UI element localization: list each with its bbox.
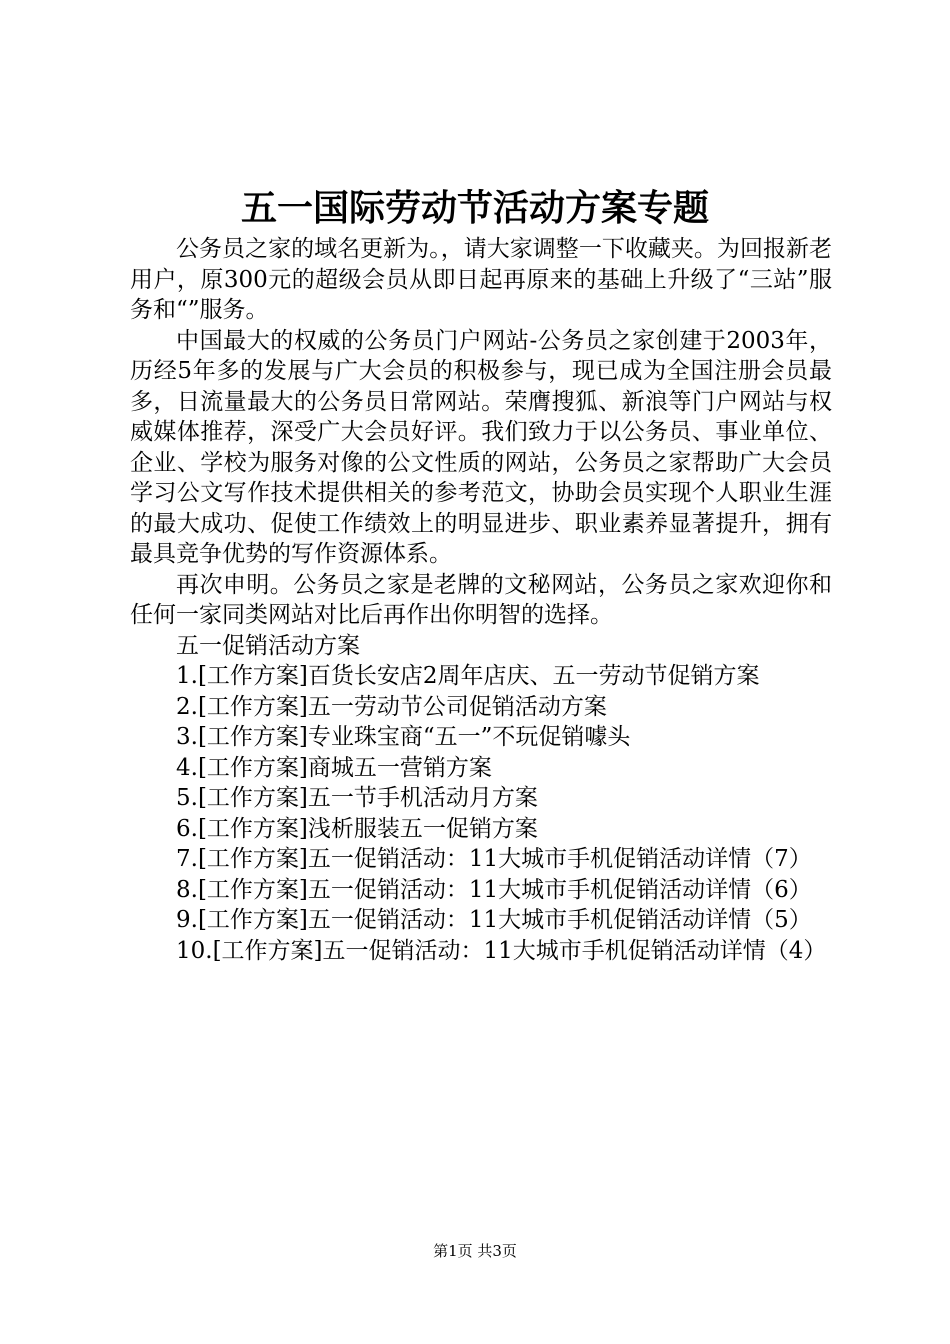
list-item[interactable]: 5.[工作方案]五一节手机活动月方案 [176,785,538,811]
list-item[interactable]: 9.[工作方案]五一促销活动：11大城市手机促销活动详情（5） [176,907,812,933]
paragraph-domain-notice: 公务员之家的域名更新为。，请大家调整一下收藏夹。为回报新老用户，原300元的超级会员从即日起再原来的基础上升级了“三站”服务和“”服务。 [130,236,832,323]
document-body [130,234,832,966]
list-item[interactable]: 6.[工作方案]浅析服装五一促销方案 [176,815,538,842]
list-item[interactable]: 7.[工作方案]五一促销活动：11大城市手机促销活动详情（7） [176,846,812,872]
section-heading: 五一促销活动方案 [176,632,360,659]
document-title: 五一国际劳动节活动方案专题 [240,187,709,229]
paragraph-statement: 再次申明。公务员之家是老牌的文秘网站，公务员之家欢迎你和任何一家同类网站对比后再作出你明智的选择。 [130,571,832,628]
page-footer: 第1页 共3页 [433,1242,517,1260]
list-item[interactable]: 1.[工作方案]百货长安店2周年店庆、五一劳动节促销方案 [176,663,760,689]
paragraph-site-intro: 中国最大的权威的公务员门户网站-公务员之家创建于2003年，历经5年多的发展与广大会员的积极参与，现已成为全国注册会员最多，日流量最大的公务员日常网站。荣膺搜狐、新浪等门户网站与权威媒体推荐，深受广大会员好评。我们致力于以公务员、事业单位、企业、学校为服务对像的公文性质的网站，公务员之家帮助广大会员学习公文写作技术提供相关的参考范文，协助会员实现个人职业生涯的最大成功、促使工作绩效上的明显进步、职业素养显著提升，拥有最具竞争优势的写作资源体系。 [130,327,832,567]
list-item[interactable]: 3.[工作方案]专业珠宝商“五一”不玩促销噱头 [176,724,631,750]
list-item[interactable]: 8.[工作方案]五一促销活动：11大城市手机促销活动详情（6） [176,876,812,903]
list-item[interactable]: 4.[工作方案]商城五一营销方案 [176,754,492,781]
article-list [130,661,832,966]
list-item[interactable]: 2.[工作方案]五一劳动节公司促销活动方案 [176,693,607,720]
list-item[interactable]: 10.[工作方案]五一促销活动：11大城市手机促销活动详情（4） [176,937,827,964]
